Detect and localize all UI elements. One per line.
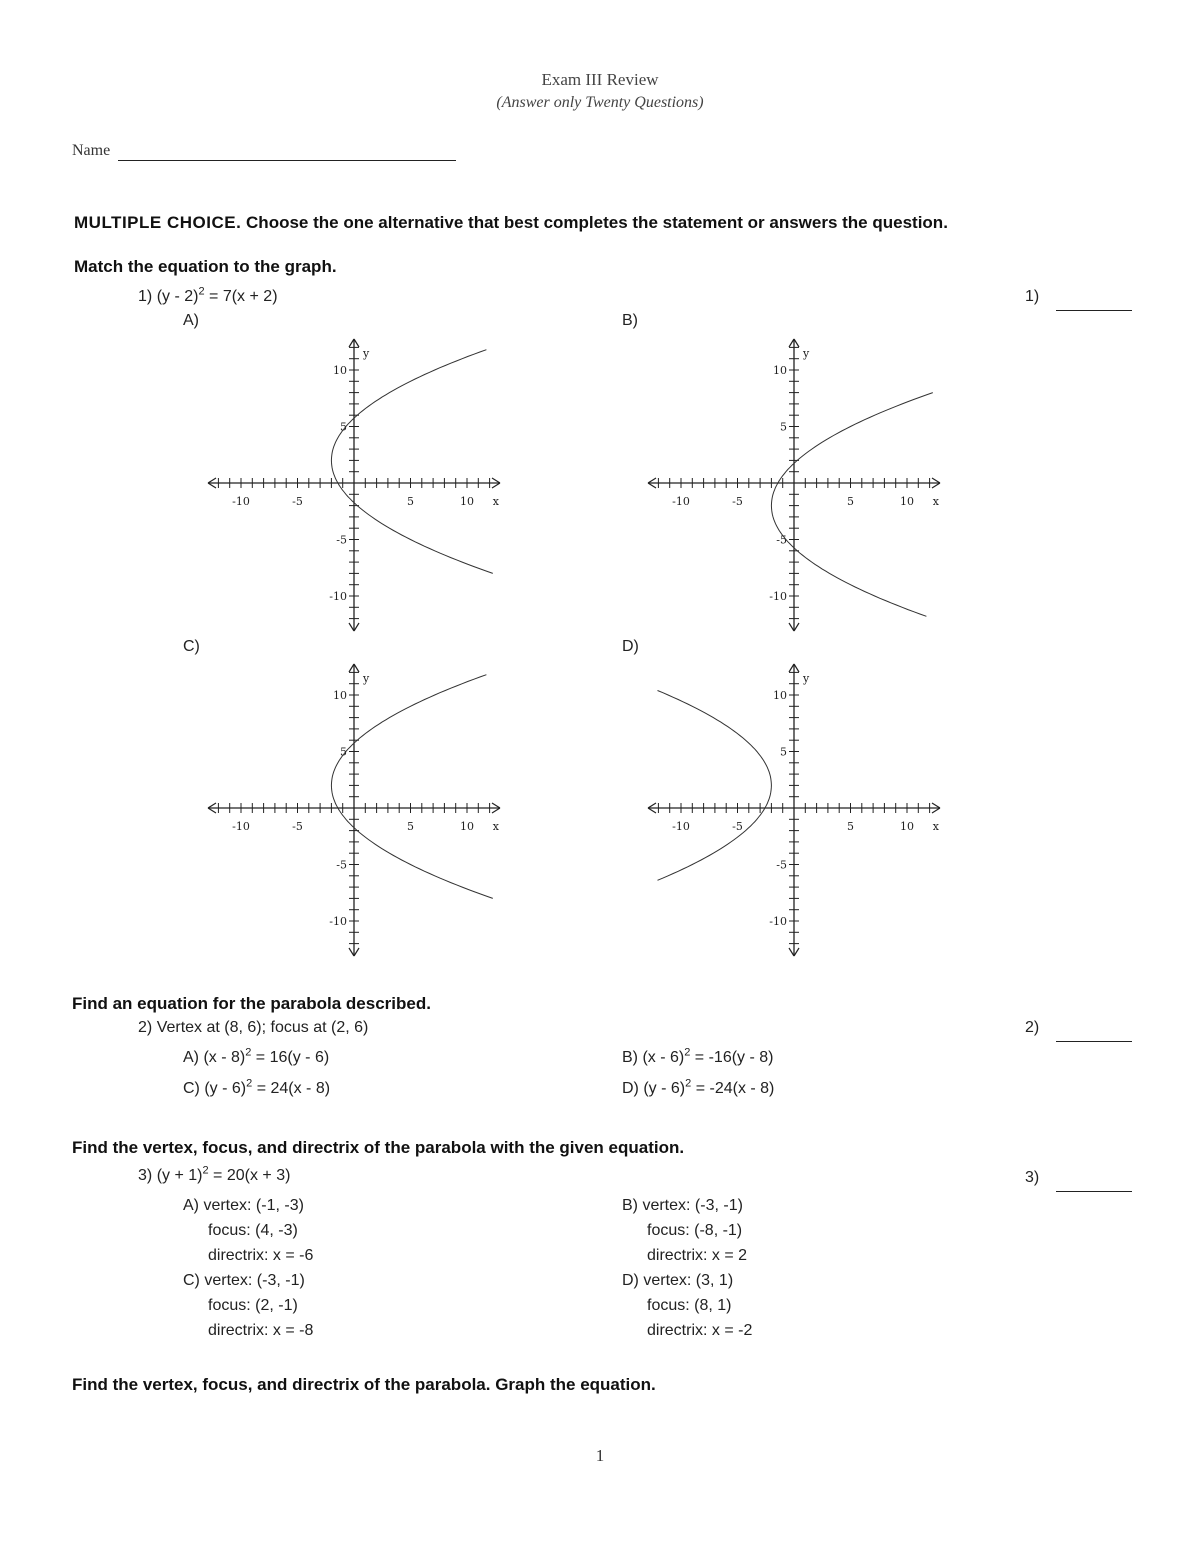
y-tick-label: 10 bbox=[333, 364, 347, 377]
graph-option-a bbox=[200, 335, 505, 635]
q2-answer-blank[interactable] bbox=[1056, 1041, 1132, 1042]
q2-option-b-base: (x - 6) bbox=[642, 1049, 685, 1066]
q1-answer-label: 1) bbox=[1025, 288, 1040, 305]
q1-option-c-label[interactable]: C) bbox=[183, 638, 200, 655]
q3-answer-blank[interactable] bbox=[1056, 1191, 1132, 1192]
q2-option-c[interactable] bbox=[183, 1077, 331, 1098]
q2-option-d[interactable] bbox=[622, 1077, 775, 1098]
y-tick-label: -5 bbox=[336, 858, 347, 872]
x-tick-label: -10 bbox=[232, 820, 250, 833]
y-axis-label: y bbox=[803, 672, 810, 685]
q1-option-a-label[interactable]: A) bbox=[183, 312, 199, 329]
q3-number: 3) bbox=[138, 1167, 153, 1184]
q2-option-b-label: B) bbox=[622, 1049, 638, 1066]
q4-section-heading: Find the vertex, focus, and directrix of the parabola. Graph the equation. bbox=[72, 1375, 656, 1394]
x-axis-label: x bbox=[492, 820, 499, 833]
q2-option-d-rest: = -24(x - 8) bbox=[691, 1080, 775, 1097]
x-tick-label: -5 bbox=[292, 495, 303, 508]
q2-option-a[interactable] bbox=[183, 1046, 330, 1067]
q1-option-d-label[interactable]: D) bbox=[622, 638, 639, 655]
x-tick-label: -10 bbox=[232, 495, 250, 508]
q1-number: 1) bbox=[138, 288, 153, 305]
q3-option-a-vertex: vertex: (-1, -3) bbox=[203, 1197, 304, 1214]
q2-option-a-rest: = 16(y - 6) bbox=[251, 1049, 330, 1066]
q2-option-a-base: (x - 8) bbox=[203, 1049, 246, 1066]
q1-answer-blank[interactable] bbox=[1056, 310, 1132, 311]
q3-option-c[interactable] bbox=[183, 1268, 313, 1343]
q2-option-b-rest: = -16(y - 8) bbox=[690, 1049, 774, 1066]
q2-question bbox=[138, 1019, 368, 1037]
x-tick-label: 10 bbox=[900, 820, 914, 833]
q2-text: Vertex at (8, 6); focus at (2, 6) bbox=[156, 1019, 369, 1036]
q3-eq-rest: = 20(x + 3) bbox=[208, 1167, 291, 1184]
q2-option-c-rest: = 24(x - 8) bbox=[252, 1080, 331, 1097]
x-tick-label: 5 bbox=[407, 820, 414, 833]
parabola-curve-d bbox=[658, 691, 772, 881]
q1-option-b-label[interactable]: B) bbox=[622, 312, 638, 329]
x-tick-label: -5 bbox=[292, 820, 303, 833]
x-axis-label: x bbox=[932, 495, 939, 508]
q1-eq-exponent: 2 bbox=[198, 285, 205, 298]
y-tick-label: -10 bbox=[769, 915, 787, 928]
q3-option-a-directrix: directrix: x = -6 bbox=[208, 1247, 314, 1264]
q3-option-d-label: D) bbox=[622, 1272, 639, 1289]
q2-option-a-exp: 2 bbox=[245, 1046, 252, 1059]
q3-option-c-directrix: directrix: x = -8 bbox=[208, 1322, 314, 1339]
q1-eq-rest: = 7(x + 2) bbox=[204, 288, 278, 305]
multiple-choice-instructions bbox=[74, 213, 948, 233]
page-number: 1 bbox=[595, 1446, 605, 1465]
name-label: Name bbox=[72, 142, 111, 159]
x-tick-label: 5 bbox=[847, 820, 854, 833]
y-tick-label: 5 bbox=[340, 420, 347, 434]
graph-option-d bbox=[640, 660, 945, 960]
name-field-line[interactable] bbox=[118, 160, 456, 161]
q3-option-a[interactable] bbox=[183, 1193, 313, 1268]
q2-option-d-base: (y - 6) bbox=[643, 1080, 686, 1097]
y-tick-label: -10 bbox=[329, 915, 347, 928]
x-tick-label: 10 bbox=[460, 820, 474, 833]
q3-option-a-label: A) bbox=[183, 1197, 199, 1214]
q1-eq-base: (y - 2) bbox=[156, 288, 199, 305]
y-tick-label: -10 bbox=[769, 590, 787, 603]
x-tick-label: 5 bbox=[407, 495, 414, 508]
exam-subtitle: (Answer only Twenty Questions) bbox=[496, 94, 704, 111]
y-tick-label: -5 bbox=[776, 858, 787, 872]
y-tick-label: -10 bbox=[329, 590, 347, 603]
q3-option-c-focus: focus: (2, -1) bbox=[208, 1297, 298, 1314]
x-tick-label: -10 bbox=[672, 495, 690, 508]
q3-eq-base: (y + 1) bbox=[156, 1167, 203, 1184]
q2-section-heading: Find an equation for the parabola described. bbox=[72, 994, 431, 1013]
graph-option-c bbox=[200, 660, 505, 960]
q2-option-c-label: C) bbox=[183, 1080, 200, 1097]
q3-option-d-directrix: directrix: x = -2 bbox=[647, 1322, 753, 1339]
q2-option-b[interactable] bbox=[622, 1046, 774, 1067]
q2-number: 2) bbox=[138, 1019, 153, 1036]
q2-option-c-exp: 2 bbox=[246, 1077, 253, 1090]
y-tick-label: 10 bbox=[773, 689, 787, 702]
q3-question bbox=[138, 1164, 291, 1185]
x-tick-label: 5 bbox=[847, 495, 854, 508]
x-tick-label: -10 bbox=[672, 820, 690, 833]
q1-section-heading: Match the equation to the graph. bbox=[74, 257, 337, 276]
y-tick-label: 10 bbox=[333, 689, 347, 702]
q3-eq-exponent: 2 bbox=[202, 1164, 209, 1177]
q3-section-heading: Find the vertex, focus, and directrix of the parabola with the given equation. bbox=[72, 1138, 685, 1157]
x-tick-label: 10 bbox=[460, 495, 474, 508]
q3-answer-label: 3) bbox=[1025, 1169, 1040, 1186]
x-tick-label: 10 bbox=[900, 495, 914, 508]
q3-option-b[interactable] bbox=[622, 1193, 747, 1268]
x-axis-label: x bbox=[932, 820, 939, 833]
q2-option-b-exp: 2 bbox=[684, 1046, 691, 1059]
q3-option-d-focus: focus: (8, 1) bbox=[647, 1297, 732, 1314]
y-tick-label: -5 bbox=[336, 533, 347, 547]
q2-option-d-label: D) bbox=[622, 1080, 639, 1097]
q3-option-b-directrix: directrix: x = 2 bbox=[647, 1247, 748, 1264]
x-axis-label: x bbox=[492, 495, 499, 508]
q3-option-b-focus: focus: (-8, -1) bbox=[647, 1222, 743, 1239]
q3-option-c-label: C) bbox=[183, 1272, 200, 1289]
x-tick-label: -5 bbox=[732, 495, 743, 508]
y-tick-label: -5 bbox=[776, 533, 787, 547]
y-axis-label: y bbox=[803, 347, 810, 360]
y-axis-label: y bbox=[363, 347, 370, 360]
exam-title: Exam III Review bbox=[541, 70, 659, 89]
mc-label: MULTIPLE CHOICE. bbox=[74, 213, 242, 232]
q3-option-b-label: B) bbox=[622, 1197, 638, 1214]
y-tick-label: 10 bbox=[773, 364, 787, 377]
q2-answer-label: 2) bbox=[1025, 1019, 1040, 1036]
q1-question bbox=[138, 285, 278, 306]
q3-option-a-focus: focus: (4, -3) bbox=[208, 1222, 298, 1239]
q2-option-c-base: (y - 6) bbox=[204, 1080, 247, 1097]
y-axis-label: y bbox=[363, 672, 370, 685]
q2-option-a-label: A) bbox=[183, 1049, 199, 1066]
q3-option-d[interactable] bbox=[622, 1268, 752, 1343]
q2-option-d-exp: 2 bbox=[685, 1077, 692, 1090]
q3-option-b-vertex: vertex: (-3, -1) bbox=[642, 1197, 743, 1214]
q3-option-c-vertex: vertex: (-3, -1) bbox=[204, 1272, 305, 1289]
y-tick-label: 5 bbox=[340, 745, 347, 759]
mc-text: Choose the one alternative that best completes the statement or answers the question. bbox=[246, 213, 948, 232]
x-tick-label: -5 bbox=[732, 820, 743, 833]
q3-option-d-vertex: vertex: (3, 1) bbox=[643, 1272, 734, 1289]
graph-option-b bbox=[640, 335, 945, 635]
y-tick-label: 5 bbox=[780, 745, 787, 759]
y-tick-label: 5 bbox=[780, 420, 787, 434]
